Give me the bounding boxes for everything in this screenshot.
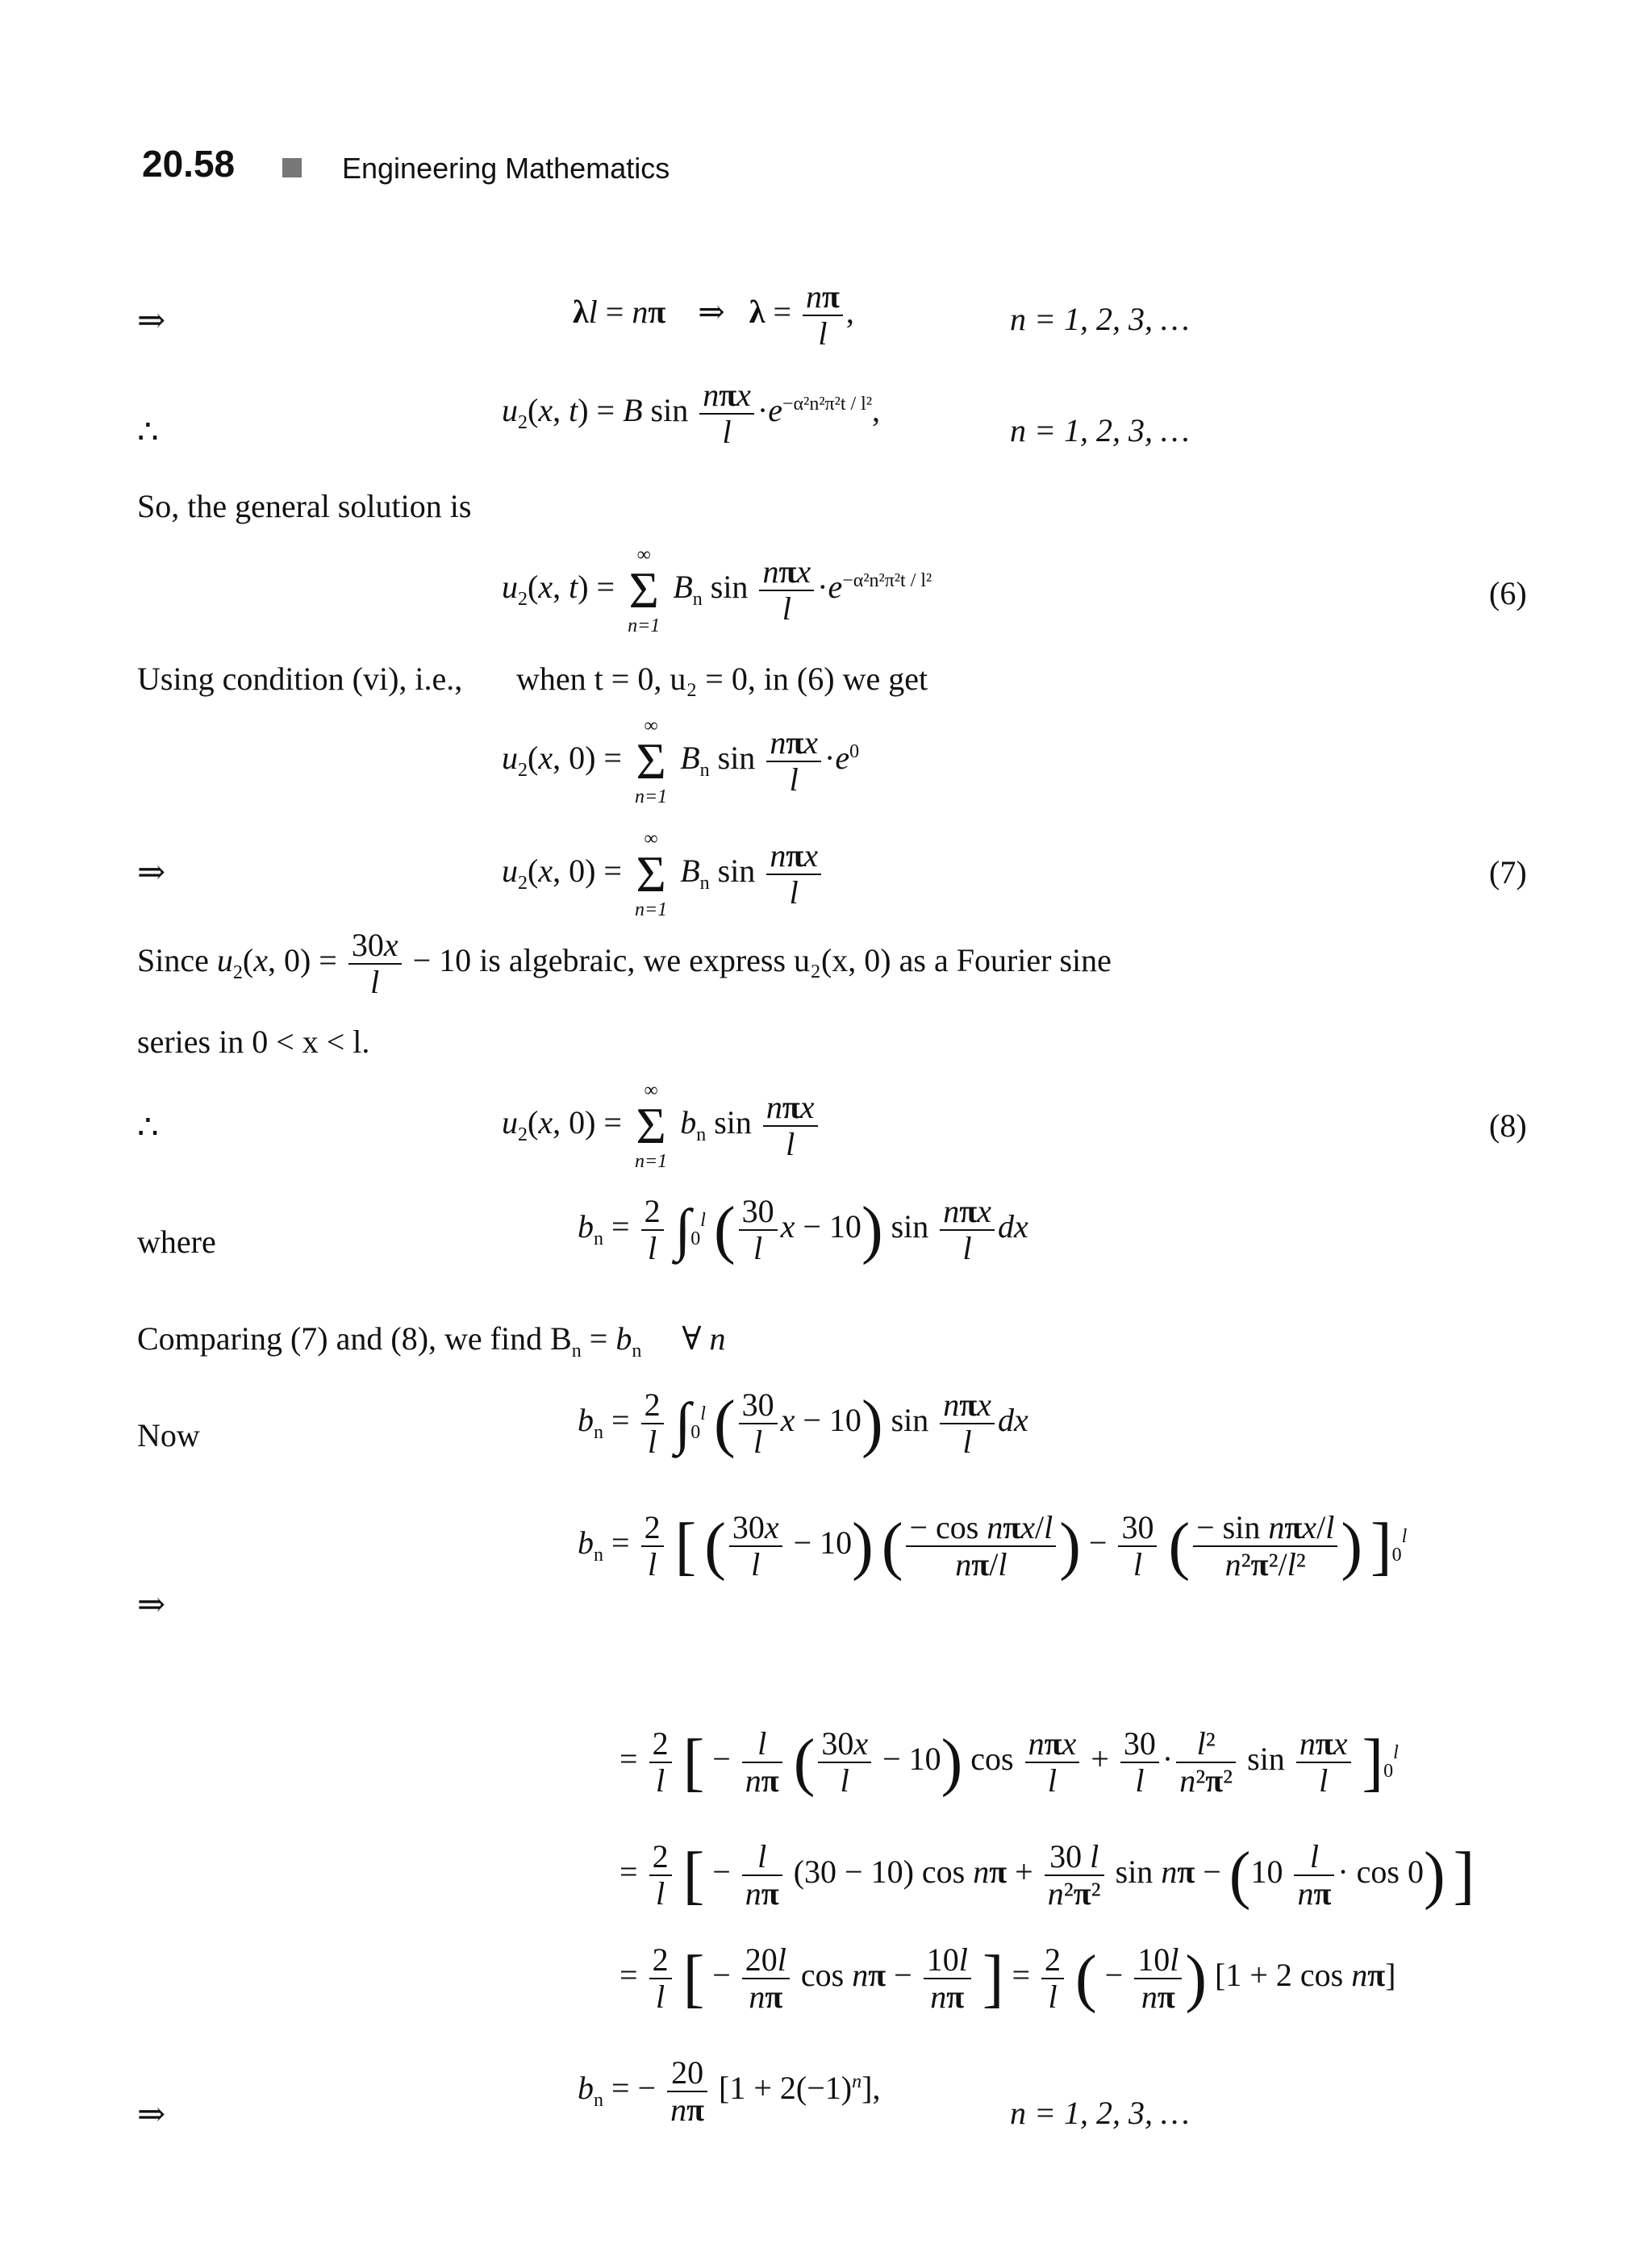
page-number: 20.58 [142, 143, 236, 185]
eq-7: $u_2(x$, 0) = ∞ Σ n=1 $B_n$ sin $\frac{\text{nπx}}{l}$ [502, 829, 824, 919]
eq-step-4: = $\frac{2}{l}$ [ − $\frac{20l}{n\pi}$ cos nπ − $\frac{10l}{n\pi}$ ] = $\frac{2}{l}$ ( − $\frac{10l}{n\pi}$ ) [1 + 2 cos nπ] [620, 1941, 1396, 2015]
comparing-text: Comparing (7) and (8), we find B [137, 1320, 572, 1357]
book-title: Engineering Mathematics [342, 152, 670, 185]
n-range-2: n = 1, 2, 3, … [1010, 412, 1190, 448]
eq-lambda: λl = nπ ⇒ λ = $\frac{n\pi}{l}$ , [573, 278, 854, 352]
eq-step-3: = $\frac{2}{l}$ [ − $\frac{l}{n\pi}$ (30 − 10) cos nπ + $\frac{30 l}{\text{n²π²}}$ sin nπ − (10 $\frac{l}{n\pi}$ · cos 0) ] [620, 1838, 1475, 1912]
series-in-text: series in 0 < x < l. [137, 1024, 370, 1060]
eq-bn-integral: $b_n$ = $\frac{2}{l}$ $\int_0^l$ ( $\frac{30}{l}$ x − 10) sin $\frac{\text{nπx}}{l}$ dx [578, 1193, 1028, 1266]
when-clause: when t = 0, u₂ = 0, in (6) we get [516, 661, 928, 697]
therefore-symbol: ∴ [137, 414, 159, 451]
eq-8: $u_2(x$, 0) = ∞ Σ n=1 $b_n$ sin $\frac{\text{nπx}}{l}$ [502, 1081, 821, 1171]
condition-text: Using condition (vi), i.e., [137, 661, 463, 697]
implies-symbol-3: ⇒ [137, 1587, 166, 1624]
implies-symbol-2: ⇒ [137, 854, 166, 891]
eq-step-2: = $\frac{2}{l}$ [ − $\frac{l}{n\pi}$ ( $\frac{30x}{l}$ − 10) cos $\frac{\text{nπx}}{l}$ + $\frac{30}{l}$ · $\frac{\text{l²}}{\text{n²π²}}$ sin $\frac{\text{nπx}}{l}$ ]$_0^l$ [620, 1725, 1399, 1799]
comparing-line: Comparing (7) and (8), we find $B_n = b_n$ ∀ n [137, 1320, 726, 1362]
where-text: where [137, 1224, 216, 1260]
n-range-3: n = 1, 2, 3, … [1010, 2095, 1190, 2131]
implies-symbol-4: ⇒ [137, 2096, 166, 2133]
implies-symbol: ⇒ [137, 302, 166, 340]
eq-6: $u_2(x$, t) = ∞ Σ n=1 $B_n$ sin $\frac{\text{nπx}}{l}$ $\cdot e^{-\alpha^2n^2\pi^2t / l^2}$ [502, 544, 932, 636]
eq-bn-integral-2: $b_n$ = $\frac{2}{l}$ $\int_0^l$ ( $\frac{30}{l}$ x − 10) sin $\frac{\text{nπx}}{l}$ dx [578, 1387, 1028, 1460]
eq-u2-x0-e0: $u_2(x$, 0) = ∞ Σ n=1 $B_n$ sin $\frac{\text{nπx}}{l}$ $\cdot e^0$ [502, 715, 860, 807]
eq-u2-single: $u_2(x$, t) = B sin $\frac{\text{nπx}}{l}$ $\cdot e^{-\alpha^2n^2\pi^2t / l^2}$, [502, 377, 881, 450]
therefore-symbol-2: ∴ [137, 1109, 159, 1146]
since-word: Since [137, 942, 209, 979]
eq-bn-final: $b_n$ = − $\frac{20}{n\pi}$ $[1 + 2(-1)^n]$, [578, 2054, 881, 2128]
since-rest: is algebraic, we express u₂(x, 0) as a Fourier sine [479, 942, 1112, 979]
eq-bn-parts: $b_n$ = $\frac{2}{l}$ [ ( $\frac{30x}{l}$ − 10) ( $\frac{\text{− cos nπx/l}}{n\pi/l}$ ) − $\frac{30}{l}$ ( $\frac{\text{− sin nπx/l}}{\text{n²π²/l²}}$ ) ]$_0^l$ [578, 1509, 1408, 1583]
n-range: n = 1, 2, 3, … [1010, 301, 1190, 337]
equation-number-7: (7) [1489, 854, 1527, 890]
equation-number-8: (8) [1489, 1107, 1527, 1144]
header-square-icon [282, 158, 302, 177]
general-solution-text: So, the general solution is [137, 488, 472, 524]
equation-number-6: (6) [1489, 575, 1527, 611]
now-text: Now [137, 1417, 200, 1453]
since-line: Since $u_2(x$, 0) = $\frac{30x}{l}$ − 10 is algebraic, we express u₂(x, 0) as a Fourier sine [137, 927, 1112, 1000]
